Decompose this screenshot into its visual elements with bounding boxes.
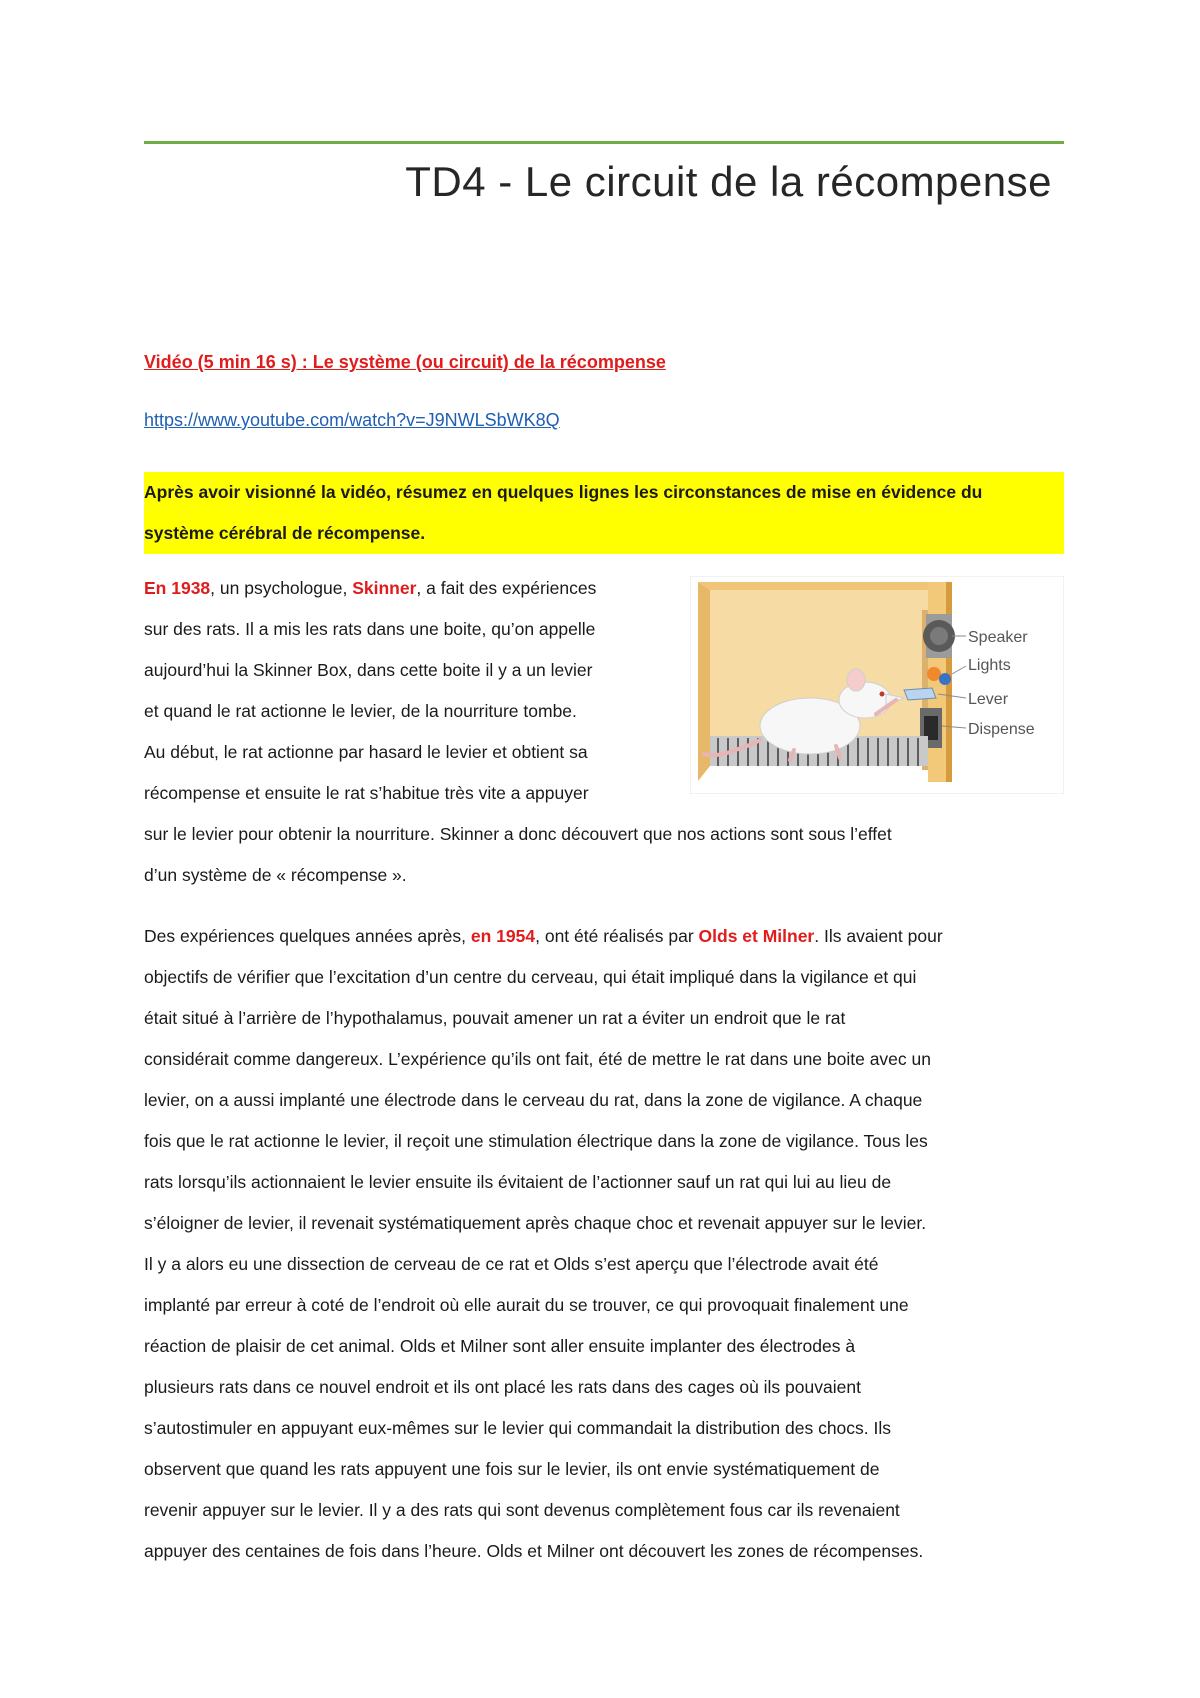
title-rule bbox=[144, 141, 1064, 144]
page-title: TD4 - Le circuit de la récompense bbox=[405, 158, 1052, 205]
paragraph-line: Au début, le rat actionne par hasard le levier et obtient sa bbox=[144, 742, 588, 762]
paragraph-olds-milner bbox=[144, 916, 1064, 1572]
paragraph-line: Des expériences quelques années après, en 1954, ont été réalisés par Olds et Milner. Ils avaient pour bbox=[144, 926, 943, 946]
paragraph-line: sur des rats. Il a mis les rats dans une boite, qu’on appelle bbox=[144, 619, 596, 639]
paragraph-line: Il y a alors eu une dissection de cerveau de ce rat et Olds s’est aperçu que l’électrode avait été bbox=[144, 1254, 879, 1274]
paragraph-line: et quand le rat actionne le levier, de la nourriture tombe. bbox=[144, 701, 577, 721]
paragraph-line: levier, on a aussi implanté une électrode dans le cerveau du rat, dans la zone de vigilance. A chaque bbox=[144, 1090, 923, 1110]
label-dispenser: Dispense bbox=[968, 721, 1035, 738]
paragraph-line: sur le levier pour obtenir la nourriture. Skinner a donc découvert que nos actions sont sous l’effet bbox=[144, 824, 892, 844]
video-link[interactable]: https://www.youtube.com/watch?v=J9NWLSbWK8Q bbox=[144, 410, 560, 430]
paragraph-line: s’éloigner de levier, il revenait systématiquement après chaque choc et revenait appuyer sur le levier. bbox=[144, 1213, 927, 1233]
paragraph-skinner-bottom bbox=[144, 814, 1064, 896]
skinner-box-illustration bbox=[690, 576, 1064, 794]
paragraph-skinner-top bbox=[144, 568, 684, 814]
paragraph-line: considérait comme dangereux. L’expérience qu’ils ont fait, été de mettre le rat dans une boite avec un bbox=[144, 1049, 931, 1069]
label-lever: Lever bbox=[968, 691, 1009, 708]
question-line-2: système cérébral de récompense. bbox=[144, 523, 426, 543]
paragraph-line: récompense et ensuite le rat s’habitue très vite a appuyer bbox=[144, 783, 589, 803]
paragraph-line: revenir appuyer sur le levier. Il y a des rats qui sont devenus complètement fous car ils revenaient bbox=[144, 1500, 900, 1520]
video-title: Vidéo (5 min 16 s) : Le système (ou circuit) de la récompense bbox=[144, 352, 666, 372]
highlight-name: Skinner bbox=[352, 578, 417, 598]
paragraph-line: fois que le rat actionne le levier, il reçoit une stimulation électrique dans la zone de vigilance. Tous les bbox=[144, 1131, 928, 1151]
paragraph-line: observent que quand les rats appuyent une fois sur le levier, ils ont envie systématiquement de bbox=[144, 1459, 880, 1479]
question-line-1: Après avoir visionné la vidéo, résumez en quelques lignes les circonstances de mise en évidence du bbox=[144, 482, 983, 502]
paragraph-line: plusieurs rats dans ce nouvel endroit et ils ont placé les rats dans des cages où ils pouvaient bbox=[144, 1377, 861, 1397]
paragraph-line: réaction de plaisir de cet animal. Olds et Milner sont aller ensuite implanter des électrodes à bbox=[144, 1336, 856, 1356]
highlight-name: Olds et Milner bbox=[698, 926, 815, 946]
label-speaker: Speaker bbox=[968, 629, 1028, 646]
label-lights: Lights bbox=[968, 657, 1011, 674]
paragraph-line: s’autostimuler en appuyant eux-mêmes sur le levier qui commandait la distribution des chocs. Ils bbox=[144, 1418, 892, 1438]
paragraph-line: aujourd’hui la Skinner Box, dans cette boite il y a un levier bbox=[144, 660, 593, 680]
paragraph-line: appuyer des centaines de fois dans l’heure. Olds et Milner ont découvert les zones de récompenses. bbox=[144, 1541, 924, 1561]
highlight-date: en 1954 bbox=[470, 926, 536, 946]
paragraph-line: était situé à l’arrière de l’hypothalamus, pouvait amener un rat a éviter un endroit que le rat bbox=[144, 1008, 846, 1028]
paragraph-line: En 1938, un psychologue, Skinner, a fait des expériences bbox=[144, 578, 597, 598]
paragraph-line: objectifs de vérifier que l’excitation d’un centre du cerveau, qui était impliqué dans la vigilance et qui bbox=[144, 967, 917, 987]
paragraph-line: d’un système de « récompense ». bbox=[144, 865, 407, 885]
question bbox=[144, 472, 1064, 554]
paragraph-line: implanté par erreur à coté de l’endroit où elle aurait du se trouver, ce qui provoquait finalement une bbox=[144, 1295, 909, 1315]
paragraph-line: rats lorsqu’ils actionnaient le levier ensuite ils évitaient de l’actionner sauf un rat qui lui au lieu de bbox=[144, 1172, 892, 1192]
highlight-date: En 1938 bbox=[144, 578, 211, 598]
